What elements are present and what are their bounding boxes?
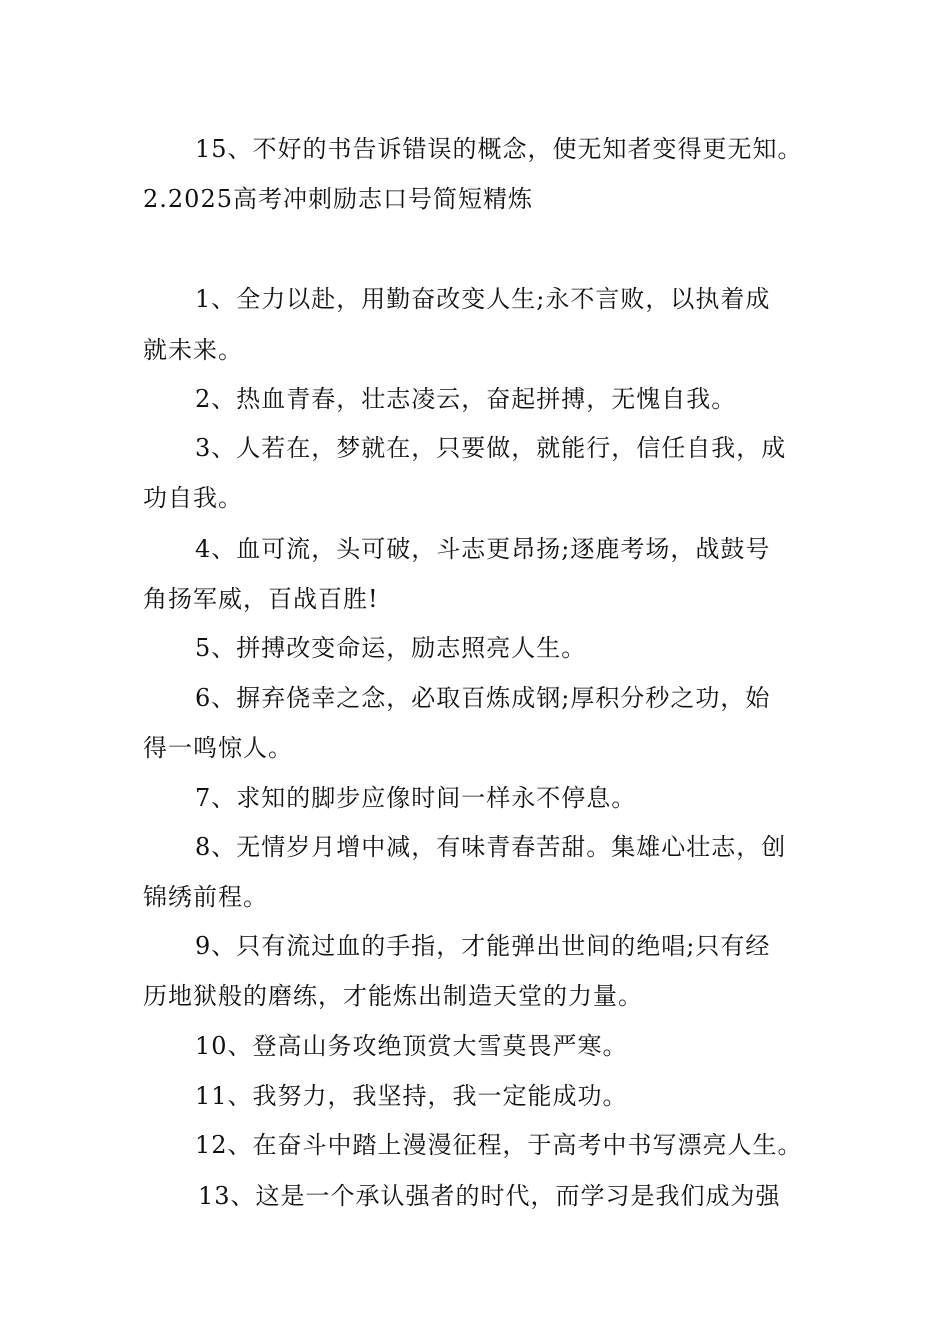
slogan-1-line-1: 1、全力以赴，用勤奋改变人生;永不言败，以执着成 [195,285,771,313]
slogan-4-line-2: 角扬军威，百战百胜! [143,585,379,613]
slogan-7: 7、求知的脚步应像时间一样永不停息。 [195,784,637,812]
paragraph-15: 15、不好的书告诉错误的概念，使无知者变得更无知。 [195,135,803,163]
slogan-9-line-2: 历地狱般的磨练，才能炼出制造天堂的力量。 [143,982,643,1010]
slogan-8-line-2: 锦绣前程。 [143,883,268,911]
slogan-5: 5、拼搏改变命运，励志照亮人生。 [195,634,587,662]
slogan-13-line-1: 13、这是一个承认强者的时代，而学习是我们成为强 [198,1182,781,1210]
slogan-11: 11、我努力，我坚持，我一定能成功。 [195,1082,628,1110]
slogan-1-line-2: 就未来。 [143,336,243,364]
slogan-12: 12、在奋斗中踏上漫漫征程，于高考中书写漂亮人生。 [195,1131,803,1159]
section-heading: 2.2025高考冲刺励志口号简短精炼 [143,185,533,213]
slogan-9-line-1: 9、只有流过血的手指，才能弹出世间的绝唱;只有经 [195,932,771,960]
slogan-10: 10、登高山务攻绝顶赏大雪莫畏严寒。 [195,1032,628,1060]
slogan-6-line-2: 得一鸣惊人。 [143,734,293,762]
slogan-4-line-1: 4、血可流，头可破，斗志更昂扬;逐鹿考场，战鼓号 [195,535,771,563]
slogan-8-line-1: 8、无情岁月增中减，有味青春苦甜。集雄心壮志，创 [195,833,787,861]
slogan-3-line-2: 功自我。 [143,484,243,512]
slogan-3-line-1: 3、人若在，梦就在，只要做，就能行，信任自我，成 [195,434,787,462]
slogan-6-line-1: 6、摒弃侥幸之念，必取百炼成钢;厚积分秒之功，始 [195,684,771,712]
slogan-2: 2、热血青春，壮志凌云，奋起拼搏，无愧自我。 [195,385,737,413]
